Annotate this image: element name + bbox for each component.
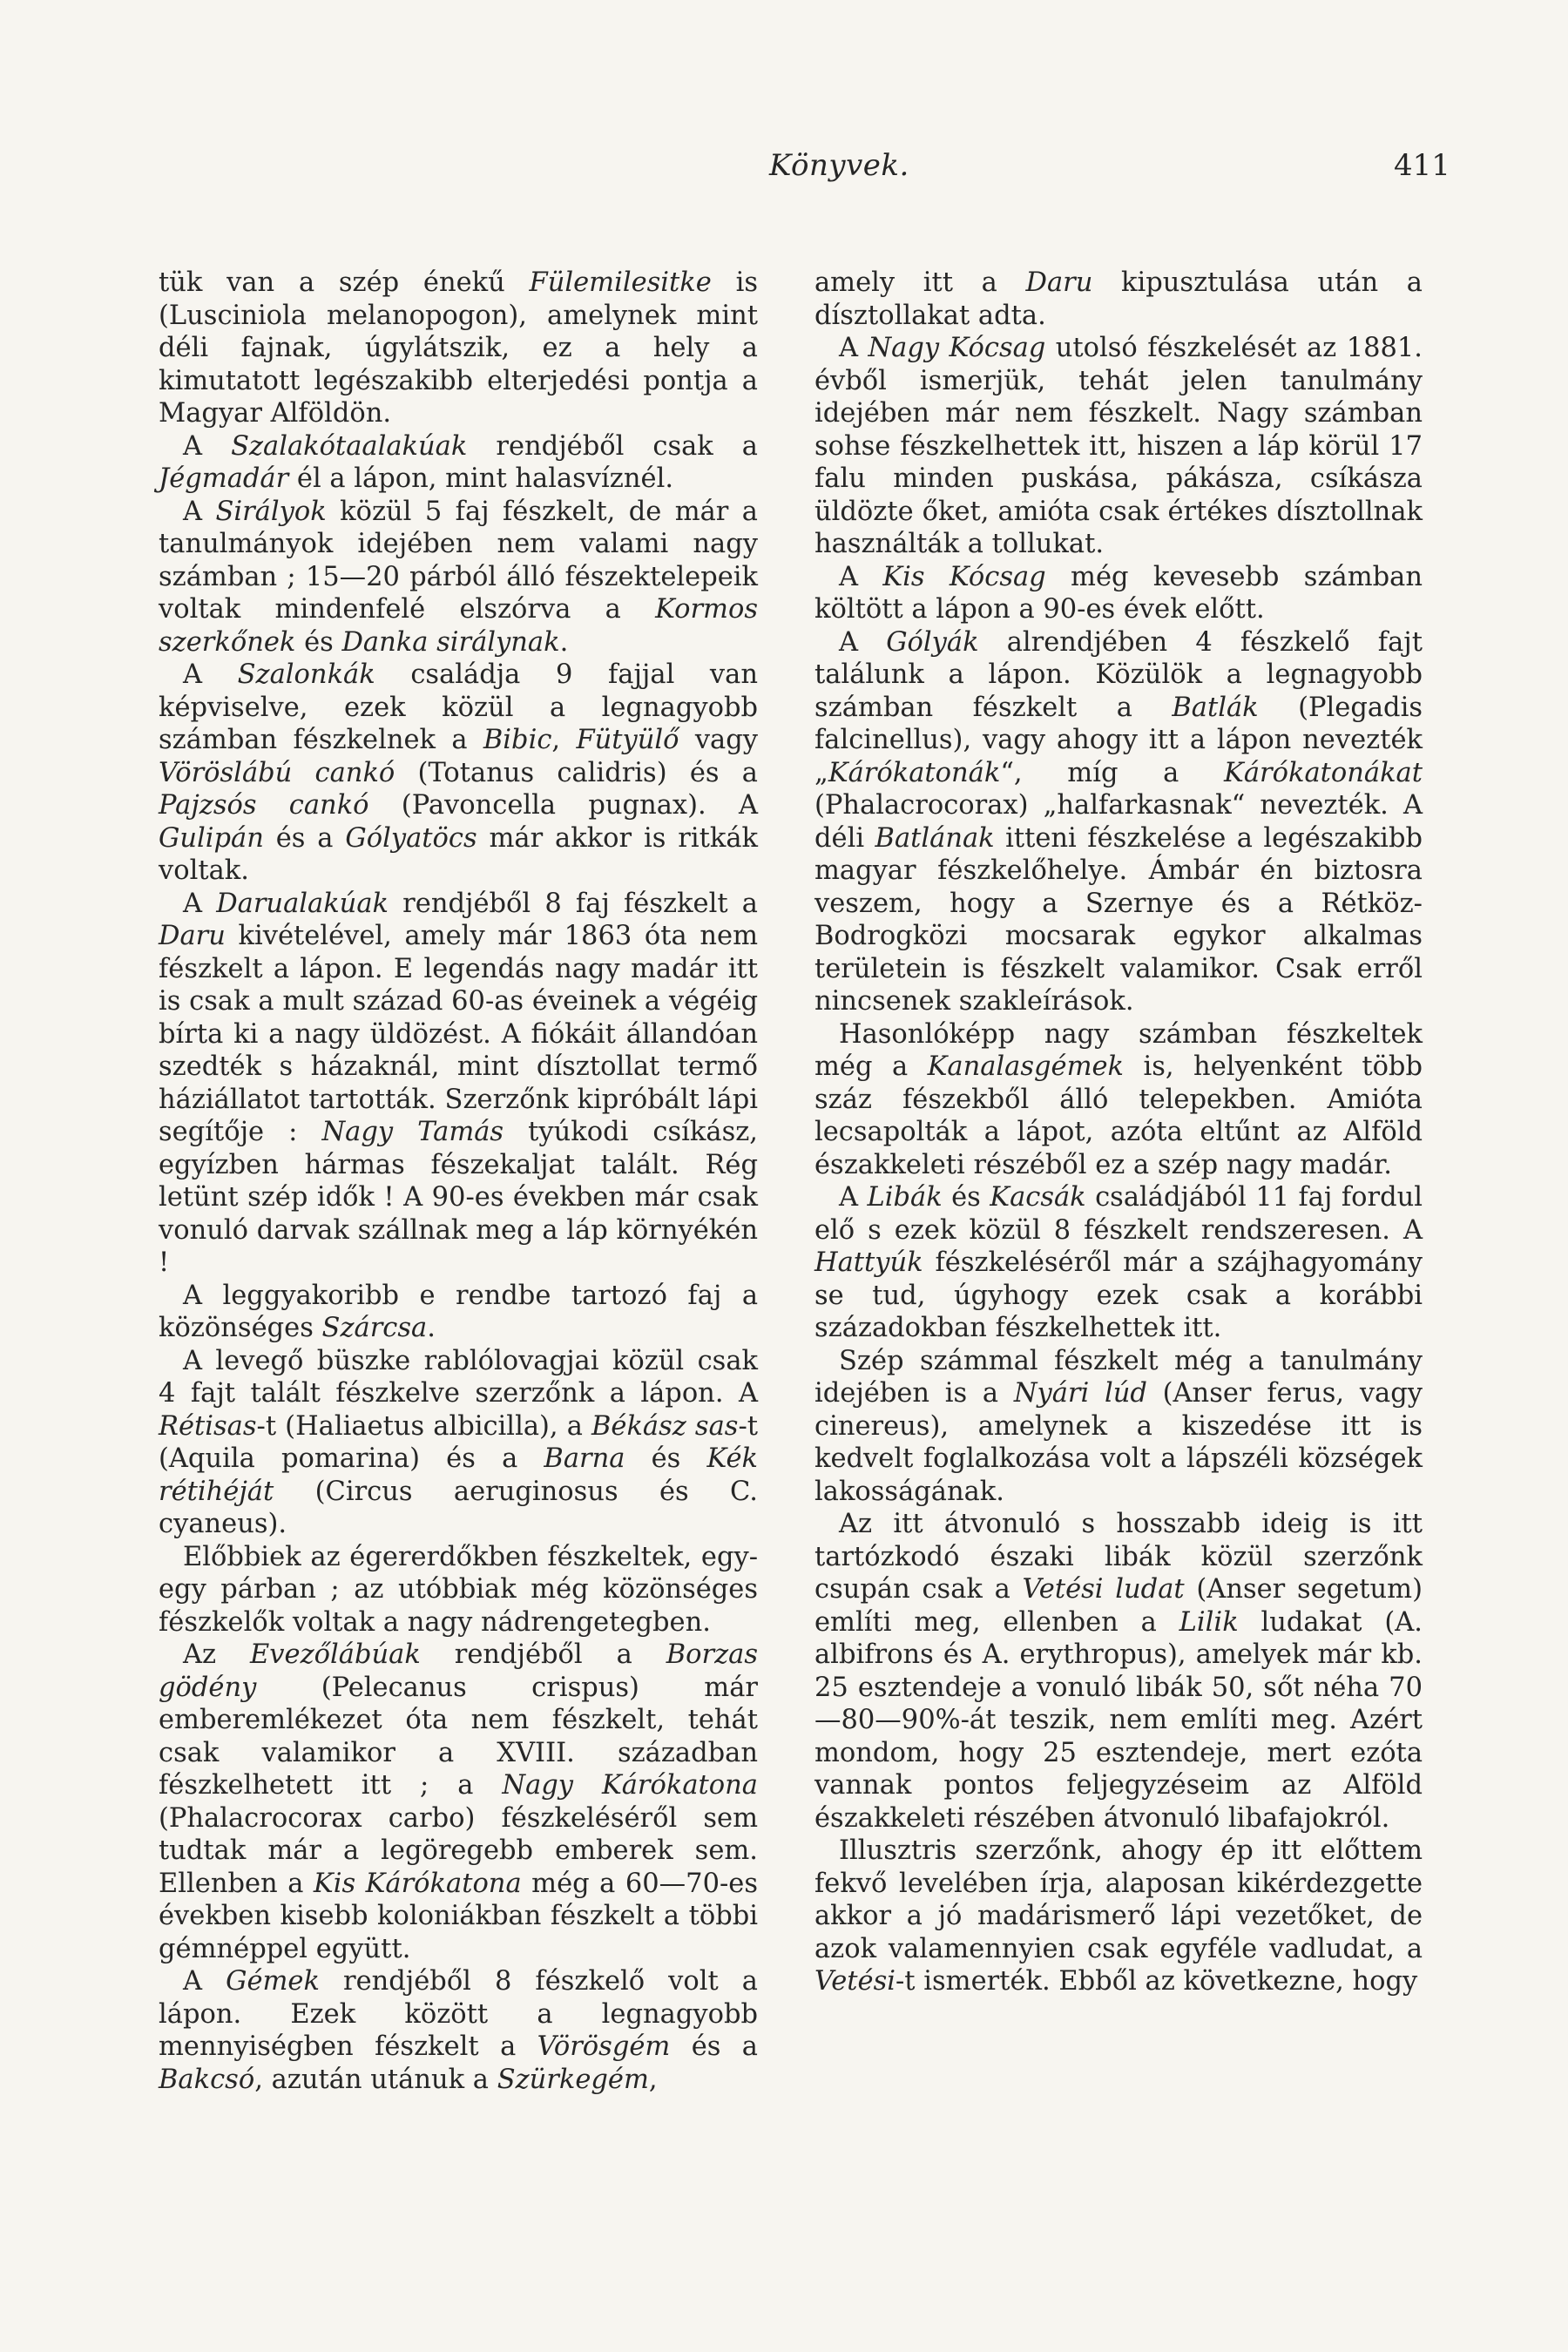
paragraph: A leggyakoribb e rendbe tartozó faj a közönséges Szárcsa. <box>159 1280 758 1343</box>
paragraph: A Szalakótaalakúak rendjéből csak a Jégmadár él a lápon, mint halasvíznél. <box>159 430 758 494</box>
paragraph: Az itt átvonuló s hosszabb ideig is itt tartózkodó északi libák közül szerzőnk csupán csak a Vetési ludat (Anser segetum) említi meg, ellenben a Lilik ludakat (A. albifrons és A. erythropus), amelyek már kb. 25 esztendeje a vonuló libák 50, sőt néha 70—80—90%-át teszik, nem említi meg. Azért mondom, hogy 25 esztendeje, mert ezóta vannak pontos feljegyzéseim az Alföld északkeleti részében átvonuló libafajokról. <box>814 1509 1423 1834</box>
paragraph: Hasonlóképp nagy számban fészkeltek még a Kanalasgémek is, helyenként több száz fészekből álló telepekben. Amióta lecsapolták a lápot, azóta eltűnt az Alföld északkeleti részéből ez a szép nagy madár. <box>814 1018 1423 1180</box>
paragraph: Szép számmal fészkelt még a tanulmány idejében is a Nyári lúd (Anser ferus, vagy cinereus), amelynek a kiszedése itt is kedvelt foglalkozása volt a lápszéli községek lakosságának. <box>814 1345 1423 1507</box>
paragraph: A Gémek rendjéből 8 fészkelő volt a lápon. Ezek között a legnagyobb mennyiségben fészkelt a Vörösgém és a Bakcsó, azután utánuk a Szürkegém, <box>159 1966 758 2095</box>
paragraph: Illusztris szerzőnk, ahogy ép itt előttem fekvő levelében írja, alaposan kikérdezgette akkor a jó madárismerő lápi vezetőket, de azok valamennyien csak egyféle vadludat, a Vetési-t ismerték. Ebből az következne, hogy <box>814 1835 1423 1997</box>
page-number: 411 <box>1394 148 1450 183</box>
paragraph: A levegő büszke rablólovagjai közül csak 4 fajt talált fészkelve szerzőnk a lápon. A Rétisas-t (Haliaetus albicilla), a Békász sas-t (Aquila pomarina) és a Barna és Kék rétihéját (Circus aeruginosus és C. cyaneus). <box>159 1345 758 1539</box>
paragraph: Előbbiek az égererdőkben fészkeltek, egy-egy párban ; az utóbbiak még közönséges fészkelők voltak a nagy nádrengetegben. <box>159 1541 758 1638</box>
paragraph: amely itt a Daru kipusztulása után a dísztollakat adta. <box>814 267 1423 331</box>
paragraph: tük van a szép énekű Fülemilesitke is (Lusciniola melanopogon), amelynek mint déli fajnak, úgylátszik, ez a hely a kimutatott legészakibb elterjedési pontja a Magyar Alföldön. <box>159 267 759 429</box>
paragraph: A Gólyák alrendjében 4 fészkelő fajt találunk a lápon. Közülök a legnagyobb számban fészkelt a Batlák (Plegadis falcinellus), vagy ahogy itt a lápon nevezték „Kárókatonák“, míg a Kárókatonákat (Phalacrocorax) „halfarkasnak“ nevezték. A déli Batlának itteni fészkelése a legészakibb magyar fészkelőhelye. Ámbár én biztosra veszem, hogy a Szernye és a Rétköz-Bodrogközi mocsarak egykor alkalmas területein is fészkelt valamikor. Csak erről nincsenek szakleírások. <box>814 626 1423 1017</box>
paragraph: A Sirályok közül 5 faj fészkelt, de már a tanulmányok idejében nem valami nagy számban ; 15—20 párból álló fészektelepeik voltak mindenfelé elszórva a Kormos szerkőnek és Danka sirálynak. <box>159 496 758 658</box>
running-header <box>0 148 1568 192</box>
right-text-column <box>814 267 1423 1998</box>
paragraph: Az Evezőlábúak rendjéből a Borzas gödény (Pelecanus crispus) már emberemlékezet óta nem fészkelt, tehát csak valamikor a XVIII. században fészkelhetett itt ; a Nagy Kárókatona (Phalacrocorax carbo) fészkeléséről sem tudtak már a legöregebb emberek sem. Ellenben a Kis Kárókatona még a 60—70-es években kisebb koloniákban fészkelt a többi gémnéppel együtt. <box>159 1639 759 1964</box>
paragraph: A Darualakúak rendjéből 8 faj fészkelt a Daru kivételével, amely már 1863 óta nem fészkelt a lápon. E legendás nagy madár itt is csak a mult század 60-as éveinek a végéig bírta ki a nagy üldözést. A fiókáit állandóan szedték s házaknál, mint dísztollat termő háziállatot tartották. Szerzőnk kipróbált lápi segítője : Nagy Tamás tyúkodi csíkász, egyízben hármas fészekaljat talált. Rég letünt szép idők ! A 90-es években már csak vonuló darvak szállnak meg a láp környékén ! <box>159 888 758 1278</box>
paragraph: A Nagy Kócsag utolsó fészkelését az 1881. évből ismerjük, tehát jelen tanulmány idejében már nem fészkelt. Nagy számban sohse fészkelhettek itt, hiszen a láp körül 17 falu minden puskása, pákásza, csíkásza üldözte őket, amióta csak értékes dísztollnak használták a tollukat. <box>814 333 1423 559</box>
running-title: Könyvek. <box>769 148 909 183</box>
paragraph: A Kis Kócsag még kevesebb számban költött a lápon a 90-es évek előtt. <box>814 561 1423 625</box>
paragraph: A Libák és Kacsák családjából 11 faj fordul elő s ezek közül 8 fészkelt rendszeresen. A Hattyúk fészkeléséről már a szájhagyomány se tud, úgyhogy ezek csak a korábbi századokban fészkelhettek itt. <box>814 1182 1423 1343</box>
left-text-column <box>159 267 758 2096</box>
paragraph: A Szalonkák családja 9 fajjal van képviselve, ezek közül a legnagyobb számban fészkelnek a Bibic, Fütyülő vagy Vöröslábú cankó (Totanus calidris) és a Pajzsós cankó (Pavoncella pugnax). A Gulipán és a Gólyatöcs már akkor is ritkák voltak. <box>159 659 758 886</box>
